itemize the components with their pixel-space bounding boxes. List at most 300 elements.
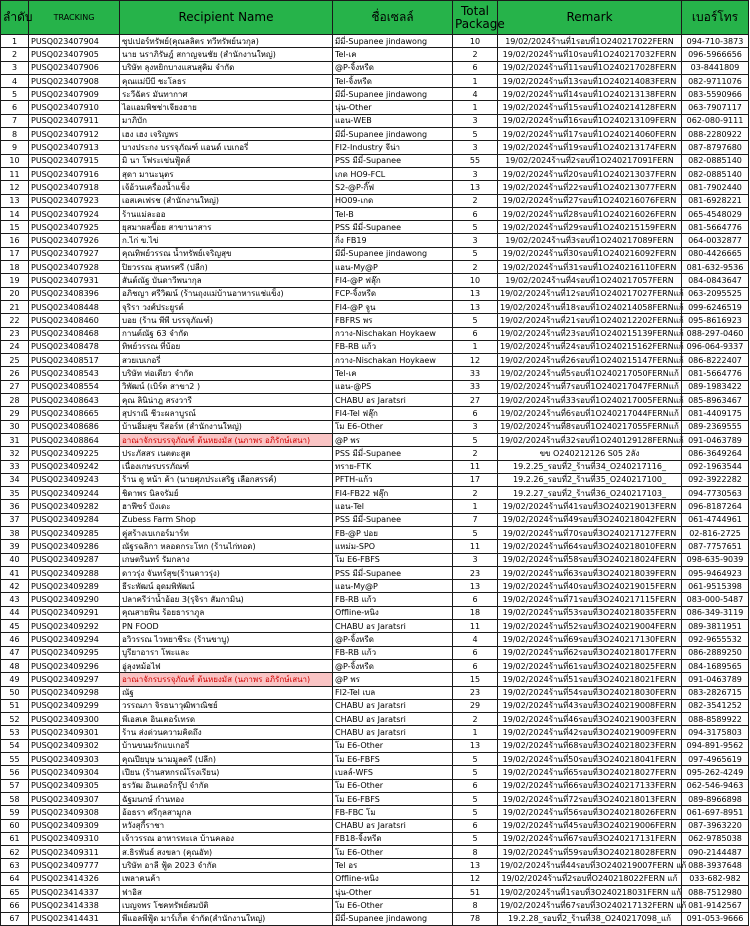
total-package: 11: [453, 620, 498, 633]
recipient-name: ก.ไก่ ข.ไข่: [120, 234, 333, 247]
remark: 19/02/2024ร้านที่17รอบที่1O240214060FERN: [498, 128, 682, 141]
total-package: 2: [453, 713, 498, 726]
tracking-number: PUSQ023409311: [29, 846, 120, 859]
seller-name: @P-จิ้งหรีด: [333, 659, 453, 672]
seller-name: มีมี่-Supanee jindawong: [333, 35, 453, 48]
tracking-number: PUSQ023408543: [29, 367, 120, 380]
tracking-number: PUSQ023409296: [29, 659, 120, 672]
seller-name: กวาง-Nischakan Hoykaew: [333, 354, 453, 367]
seller-name: มีมี่-Supanee jindawong: [333, 912, 453, 925]
row-number: 30: [1, 420, 29, 433]
recipient-name: ทิพย์วรรณ ที่บ้อย: [120, 340, 333, 353]
seller-name: Offline-หนิง: [333, 872, 453, 885]
header-seller: ชื่อเซลล์: [333, 1, 453, 35]
seller-name: แอน-My@P: [333, 261, 453, 274]
row-number: 6: [1, 101, 29, 114]
remark: 19/02/2024ร้านที่5รอบที่1O240217050FERNแก้: [498, 367, 682, 380]
total-package: 78: [453, 912, 498, 925]
total-package: 23: [453, 686, 498, 699]
phone-number: 092-9655532: [682, 633, 749, 646]
total-package: 6: [453, 327, 498, 340]
phone-number: 081-4409175: [682, 407, 749, 420]
recipient-name: คุณปียบุษ นามมูลดรี (ปลีก): [120, 753, 333, 766]
tracking-number: PUSQ023407925: [29, 221, 120, 234]
total-package: 11: [453, 460, 498, 473]
recipient-name: คุณ ลินิน่าฎ สรงวารี: [120, 394, 333, 407]
seller-name: Tel-จิ้งหรีด: [333, 74, 453, 87]
row-number: 44: [1, 606, 29, 619]
remark: 19/02/2024ร้านที่68รอบที่3O240218023FERN: [498, 739, 682, 752]
remark: 19.2.27_รอบที่2_ร้านที่36_O240217103_: [498, 487, 682, 500]
remark: 19/02/2024ร้านที่71รอบที่3O240217115FERN: [498, 593, 682, 606]
phone-number: 098-635-9039: [682, 553, 749, 566]
row-number: 51: [1, 699, 29, 712]
seller-name: @P พร: [333, 433, 453, 446]
total-package: 6: [453, 819, 498, 832]
total-package: 2: [453, 48, 498, 61]
row-number: 53: [1, 726, 29, 739]
seller-name: CHABU อร Jaratsri: [333, 713, 453, 726]
row-number: 31: [1, 433, 29, 446]
table-row: [1, 167, 749, 180]
remark: 19/02/2024ร้านที่12รอบที่1O240217027FERNแก้: [498, 287, 682, 300]
seller-name: นุ่น-Other: [333, 886, 453, 899]
tracking-number: PUSQ023407913: [29, 141, 120, 154]
table-body: [1, 35, 749, 926]
table-row: [1, 513, 749, 526]
remark: 19/02/2024ร้านที่31รอบที่1O240216110FERN: [498, 261, 682, 274]
remark: 19/02/2024ร้านที่27รอบที่1O240216076FERN: [498, 194, 682, 207]
table-row: [1, 912, 749, 925]
phone-number: 081-9142567: [682, 899, 749, 912]
recipient-name: อาณาจักรบรรจุภัณฑ์ ต้นหยงมัส (นภาพร อภิรักษ์เสนา): [120, 673, 333, 686]
table-row: [1, 128, 749, 141]
seller-name: โม E6-Other: [333, 846, 453, 859]
tracking-number: PUSQ023409282: [29, 500, 120, 513]
recipient-name: วรรณภา จิรธนาวุฒิพาณิชย์: [120, 699, 333, 712]
tracking-number: PUSQ023409308: [29, 806, 120, 819]
remark: 19/02/2024ร้านที่7รอบที่1O240217047FERNแก้: [498, 380, 682, 393]
recipient-name: เปียน (ร้านสหกรณ์โรงเรียน): [120, 766, 333, 779]
table-row: [1, 526, 749, 539]
recipient-name: ระวีฉัตร มันทากาศ: [120, 88, 333, 101]
seller-name: มีมี่-Supanee jindawong: [333, 247, 453, 260]
table-row: [1, 859, 749, 872]
total-package: 3: [453, 553, 498, 566]
remark: 19/02/2024ร้านที่64รอบที่3O240218010FERN: [498, 540, 682, 553]
phone-number: 088-8589922: [682, 713, 749, 726]
total-package: 2: [453, 261, 498, 274]
total-package: 13: [453, 739, 498, 752]
total-package: 6: [453, 646, 498, 659]
row-number: 13: [1, 194, 29, 207]
row-number: 7: [1, 114, 29, 127]
tracking-number: PUSQ023409299: [29, 699, 120, 712]
table-row: [1, 327, 749, 340]
tracking-number: PUSQ023409295: [29, 646, 120, 659]
seller-name: PSS มีมี่-Supanee: [333, 566, 453, 579]
seller-name: CHABU อร Jaratsri: [333, 819, 453, 832]
remark: 19/02/2024ร้านที่66รอบที่3O240217133FERN: [498, 779, 682, 792]
row-number: 39: [1, 540, 29, 553]
table-row: [1, 673, 749, 686]
recipient-name: ชิดาพร นิลจรัมย์: [120, 487, 333, 500]
remark: 19/02/2024ร้านที่53รอบที่3O240218035FERN: [498, 606, 682, 619]
seller-name: FB-@P ปอย: [333, 526, 453, 539]
tracking-number: PUSQ023409303: [29, 753, 120, 766]
table-row: [1, 274, 749, 287]
total-package: 5: [453, 221, 498, 234]
row-number: 64: [1, 872, 29, 885]
row-number: 32: [1, 447, 29, 460]
phone-number: 081-5664776: [682, 221, 749, 234]
tracking-number: PUSQ023407909: [29, 88, 120, 101]
seller-name: แอน-WEB: [333, 114, 453, 127]
tracking-number: PUSQ023409290: [29, 593, 120, 606]
remark: 19/02/2024ร้านที่49รอบที่3O240218042FERN: [498, 513, 682, 526]
row-number: 20: [1, 287, 29, 300]
total-package: 6: [453, 407, 498, 420]
remark: 19/02/2024ร้านที่52รอบที่3O240219004FERN: [498, 620, 682, 633]
total-package: 27: [453, 394, 498, 407]
phone-number: 082-3541252: [682, 699, 749, 712]
table-row: [1, 872, 749, 885]
row-number: 67: [1, 912, 29, 925]
remark: 19/02/2024ร้านที่30รอบที่1O240216092FERN: [498, 247, 682, 260]
table-row: [1, 753, 749, 766]
row-number: 49: [1, 673, 29, 686]
phone-number: 086-2889250: [682, 646, 749, 659]
tracking-number: PUSQ023409300: [29, 713, 120, 726]
recipient-name: มิ นา โฟระเข่นฟู้ดส์: [120, 154, 333, 167]
tracking-number: PUSQ023407915: [29, 154, 120, 167]
tracking-number: PUSQ023407908: [29, 74, 120, 87]
row-number: 14: [1, 207, 29, 220]
remark: 19.2.28_รอบที่2_ร้านที่38_O240217098_แก้: [498, 912, 682, 925]
table-row: [1, 300, 749, 313]
table-row: [1, 114, 749, 127]
remark: 19/02/2024ร้านที่59รอบที่3O240218028FERN: [498, 846, 682, 859]
remark: 19/02/2024ร้านที่45รอบที่3O240219006FERN: [498, 819, 682, 832]
total-package: 5: [453, 314, 498, 327]
recipient-name: จุริรา วงศ์ประยูรต์: [120, 300, 333, 313]
phone-number: 094-3175803: [682, 726, 749, 739]
header-total-line2: Package: [455, 16, 505, 31]
row-number: 58: [1, 792, 29, 805]
total-package: 13: [453, 181, 498, 194]
seller-name: Tel-B: [333, 207, 453, 220]
tracking-number: PUSQ023409284: [29, 513, 120, 526]
table-row: [1, 407, 749, 420]
row-number: 54: [1, 739, 29, 752]
phone-number: 096-5966656: [682, 48, 749, 61]
phone-number: 063-2095525: [682, 287, 749, 300]
seller-name: FB18-จิ้งหรีด: [333, 832, 453, 845]
seller-name: @P พร: [333, 673, 453, 686]
phone-number: 083-2826715: [682, 686, 749, 699]
total-package: 5: [453, 128, 498, 141]
remark: 19/02/2024ร้านที่29รอบที่1O240215159FERN: [498, 221, 682, 234]
seller-name: FB-RB แก้ว: [333, 646, 453, 659]
recipient-name: ปิยวรรณ สุนทรศรี (ปลีก): [120, 261, 333, 274]
phone-number: 082-0885140: [682, 154, 749, 167]
total-package: 6: [453, 659, 498, 672]
phone-number: 061-4744961: [682, 513, 749, 526]
seller-name: Tel อร: [333, 859, 453, 872]
total-package: 55: [453, 154, 498, 167]
phone-number: 088-297-0460: [682, 327, 749, 340]
seller-name: แอน-@PS: [333, 380, 453, 393]
phone-number: 062-9785038: [682, 832, 749, 845]
tracking-number: PUSQ023408517: [29, 354, 120, 367]
tracking-number: PUSQ023408460: [29, 314, 120, 327]
table-row: [1, 620, 749, 633]
tracking-number: PUSQ023409309: [29, 819, 120, 832]
phone-number: 082-0885140: [682, 167, 749, 180]
tracking-number: PUSQ023409310: [29, 832, 120, 845]
recipient-name: ไอแอมพิชช่าเจียงฮาย: [120, 101, 333, 114]
table-row: [1, 61, 749, 74]
remark: 19/02/2024ร้านที่3รอบที่1O240217089FERN: [498, 234, 682, 247]
recipient-name: ประภัสสร เนตตะสูต: [120, 447, 333, 460]
table-row: [1, 699, 749, 712]
remark: 19/02/2024ร้านที่2รอบที่1O240217091FERN: [498, 154, 682, 167]
remark: 19/02/2024ร้านที่11รอบที่1O240217028FERN: [498, 61, 682, 74]
phone-number: 081-5664776: [682, 367, 749, 380]
phone-number: 062-080-9111: [682, 114, 749, 127]
tracking-number: PUSQ023409289: [29, 580, 120, 593]
seller-name: CHABU อร Jaratsri: [333, 394, 453, 407]
total-package: 23: [453, 566, 498, 579]
seller-name: FB-FBC โม: [333, 806, 453, 819]
seller-name: PFTH-แก้ว: [333, 473, 453, 486]
phone-number: 087-7757651: [682, 540, 749, 553]
table-row: [1, 394, 749, 407]
remark: 19/02/2024ร้านที่33รอบที่1O240217005FERNแก้: [498, 394, 682, 407]
total-package: 5: [453, 806, 498, 819]
recipient-name: อวิวรรณ ไวหยาชีระ (ร้านขาบู): [120, 633, 333, 646]
tracking-number: PUSQ023409292: [29, 620, 120, 633]
table-row: [1, 221, 749, 234]
total-package: 18: [453, 606, 498, 619]
seller-name: Tel-เค: [333, 48, 453, 61]
row-number: 65: [1, 886, 29, 899]
table-row: [1, 340, 749, 353]
recipient-name: พีเอสเค อินเตอร์เทรด: [120, 713, 333, 726]
remark: 19.2.26_รอบที่2_ร้านที่35_O240217100_: [498, 473, 682, 486]
tracking-number: PUSQ023409288: [29, 566, 120, 579]
recipient-name: เฮง เฮง เจริญพร: [120, 128, 333, 141]
seller-name: CHABU อร Jaratsri: [333, 620, 453, 633]
remark: 19/02/2024ร้านที่24รอบที่1O240215162FERNแก้: [498, 340, 682, 353]
table-row: [1, 35, 749, 48]
seller-name: มีมี่-Supanee jindawong: [333, 88, 453, 101]
row-number: 48: [1, 659, 29, 672]
tracking-number: PUSQ023407904: [29, 35, 120, 48]
seller-name: FBFRS พร: [333, 314, 453, 327]
table-row: [1, 101, 749, 114]
row-number: 42: [1, 580, 29, 593]
table-row: [1, 686, 749, 699]
row-number: 11: [1, 167, 29, 180]
phone-number: 097-4965619: [682, 753, 749, 766]
phone-number: 061-9515398: [682, 580, 749, 593]
remark: 19/02/2024ร้านที่72รอบที่3O240218013FERN: [498, 792, 682, 805]
header-total: [453, 1, 505, 35]
remark: 19/02/2024ร้านที่20รอบที่1O240213037FERN: [498, 167, 682, 180]
recipient-name: สวยเบเกอรี่: [120, 354, 333, 367]
total-package: 10: [453, 35, 498, 48]
phone-number: 090-2144487: [682, 846, 749, 859]
total-package: 13: [453, 287, 498, 300]
remark: 19/02/2024ร้านที่54รอบที่3O240218030FERN: [498, 686, 682, 699]
table-row: [1, 766, 749, 779]
row-number: 37: [1, 513, 29, 526]
remark: 19/02/2024ร้านที่70รอบที่3O240217127FERN: [498, 526, 682, 539]
tracking-number: PUSQ023407905: [29, 48, 120, 61]
recipient-name: คุณสายพิน ร้อยธาราภูล: [120, 606, 333, 619]
recipient-name: อู่ลุงหม้อไฟ: [120, 659, 333, 672]
recipient-name: ฮาฟีซร์ บังเดะ: [120, 500, 333, 513]
row-number: 8: [1, 128, 29, 141]
header-remark: Remark: [498, 1, 682, 35]
table-row: [1, 593, 749, 606]
tracking-number: PUSQ023414326: [29, 872, 120, 885]
remark: 19/02/2024ร้านที่42รอบที่3O240219009FERN: [498, 726, 682, 739]
seller-name: Tel-เค: [333, 367, 453, 380]
recipient-name: เบญจพร โชคทรัพย์สมบัติ: [120, 899, 333, 912]
row-number: 66: [1, 899, 29, 912]
phone-number: 092-1963544: [682, 460, 749, 473]
table-row: [1, 247, 749, 260]
total-package: 7: [453, 513, 498, 526]
tracking-number: PUSQ023407911: [29, 114, 120, 127]
remark: 19/02/2024ร้านที่65รอบที่3O240218027FERN: [498, 766, 682, 779]
total-package: 5: [453, 526, 498, 539]
table-row: [1, 287, 749, 300]
remark: 19/02/2024ร้านที่8รอบที่1O240217055FERNแก้: [498, 420, 682, 433]
phone-number: 085-8963467: [682, 394, 749, 407]
remark: 19/02/2024ร้านที่22รอบที่1O240213077FERN: [498, 181, 682, 194]
phone-number: 086-8222407: [682, 354, 749, 367]
total-package: 1: [453, 726, 498, 739]
table-row: [1, 367, 749, 380]
row-number: 1: [1, 35, 29, 48]
table-row: [1, 566, 749, 579]
tracking-number: PUSQ023408686: [29, 420, 120, 433]
tracking-number: PUSQ023407910: [29, 101, 120, 114]
tracking-number: PUSQ023407923: [29, 194, 120, 207]
remark: 19/02/2024ร้านที่63รอบที่3O240218039FERN: [498, 566, 682, 579]
recipient-name: นาย นราภิรัษฎ์ สกาญจนชัย (สำนักงานใหญ่): [120, 48, 333, 61]
phone-number: 088-3937648: [682, 859, 749, 872]
total-package: 5: [453, 832, 498, 845]
row-number: 46: [1, 633, 29, 646]
total-package: 15: [453, 673, 498, 686]
recipient-name: สันต์ณัฐ บันดาวีพนากุล: [120, 274, 333, 287]
remark: 19/02/2024ร้านที่46รอบที่3O240219003FERN: [498, 713, 682, 726]
seller-name: แอน-My@P: [333, 580, 453, 593]
total-package: 6: [453, 61, 498, 74]
seller-name: PSS มีมี่-Supanee: [333, 154, 453, 167]
phone-number: 03-8441809: [682, 61, 749, 74]
total-package: 6: [453, 207, 498, 220]
seller-name: กิ่ง FB19: [333, 234, 453, 247]
row-number: 9: [1, 141, 29, 154]
seller-name: FI4-@P ฟลุ๊ก: [333, 274, 453, 287]
table-row: [1, 194, 749, 207]
tracking-number: PUSQ023408468: [29, 327, 120, 340]
recipient-name: บ้านอิ่มสุข รีสอร์ท (สำนักงานใหญ่): [120, 420, 333, 433]
recipient-name: บริษัท ท่อเดียว จำกัด: [120, 367, 333, 380]
table-row: [1, 633, 749, 646]
remark: 19/02/2024ร้านที่18รอบที่1O240214058FERNแก้: [498, 300, 682, 313]
tracking-number: PUSQ023409304: [29, 766, 120, 779]
tracking-number: PUSQ023409305: [29, 779, 120, 792]
remark: 19/02/2024ร้านที่43รอบที่3O240219008FERN: [498, 699, 682, 712]
tracking-number: PUSQ023407926: [29, 234, 120, 247]
tracking-number: PUSQ023408864: [29, 433, 120, 446]
row-number: 16: [1, 234, 29, 247]
table-row: [1, 354, 749, 367]
phone-number: 033-682-982: [682, 872, 749, 885]
header-no: ลำดับ: [1, 1, 29, 35]
recipient-name: อภิชญา ศรีวิฒน์ (ร้านถุงแม่บ้านอาหารแช่แข็ง): [120, 287, 333, 300]
remark: 19/02/2024ร้านที่28รอบที่1O240216026FERN: [498, 207, 682, 220]
remark: 19/02/2024ร้านที่6รอบที่1O240217044FERNแก้: [498, 407, 682, 420]
seller-name: S2-@P-กิ๊ฟ: [333, 181, 453, 194]
remark: 19/02/2024ร้านที่2รอบที่O240218022FERN แก้: [498, 872, 682, 885]
recipient-name: อ้อธรา ศรีกุลสามูกล: [120, 806, 333, 819]
row-number: 63: [1, 859, 29, 872]
tracking-number: PUSQ023414338: [29, 899, 120, 912]
tracking-number: PUSQ023409286: [29, 540, 120, 553]
phone-number: 095-8616923: [682, 314, 749, 327]
seller-name: @P-จิ้งหรีด: [333, 61, 453, 74]
total-package: 2: [453, 194, 498, 207]
seller-name: โม E6-FBFS: [333, 553, 453, 566]
phone-number: 080-4426665: [682, 247, 749, 260]
remark: 19/02/2024ร้านที่4รอบที่1O240217057FERN: [498, 274, 682, 287]
total-package: 8: [453, 846, 498, 859]
header-phone: เบอร์โทร: [682, 1, 749, 35]
remark: ขข O240212126 S05 2ลัง: [498, 447, 682, 460]
recipient-name: บริษัท อาลี ฟู้ด 2023 จำกัด: [120, 859, 333, 872]
tracking-number: PUSQ023409287: [29, 553, 120, 566]
tracking-number: PUSQ023409307: [29, 792, 120, 805]
recipient-name: สุปราณี ชีวะผลาบูรณ์: [120, 407, 333, 420]
tracking-number: PUSQ023408448: [29, 300, 120, 313]
phone-number: 089-3811951: [682, 620, 749, 633]
table-row: [1, 832, 749, 845]
tracking-number: PUSQ023407928: [29, 261, 120, 274]
table-row: [1, 779, 749, 792]
recipient-name: ธรวัฒ อินเตอร์กรุ๊ป จำกัด: [120, 779, 333, 792]
remark: 19/02/2024ร้านที่58รอบที่3O240218024FERN: [498, 553, 682, 566]
tracking-number: PUSQ023407906: [29, 61, 120, 74]
phone-number: 089-2369555: [682, 420, 749, 433]
tracking-number: PUSQ023407927: [29, 247, 120, 260]
table-row: [1, 899, 749, 912]
table-row: [1, 314, 749, 327]
row-number: 52: [1, 713, 29, 726]
tracking-number: PUSQ023408554: [29, 380, 120, 393]
recipient-name: อาณาจักรบรรจุภัณฑ์ ต้นหยงมัส (นภาพร อภิรักษ์เสนา): [120, 433, 333, 446]
tracking-number: PUSQ023409291: [29, 606, 120, 619]
total-package: 10: [453, 274, 498, 287]
recipient-name: บูรียาอารา โพะและ: [120, 646, 333, 659]
row-number: 28: [1, 394, 29, 407]
